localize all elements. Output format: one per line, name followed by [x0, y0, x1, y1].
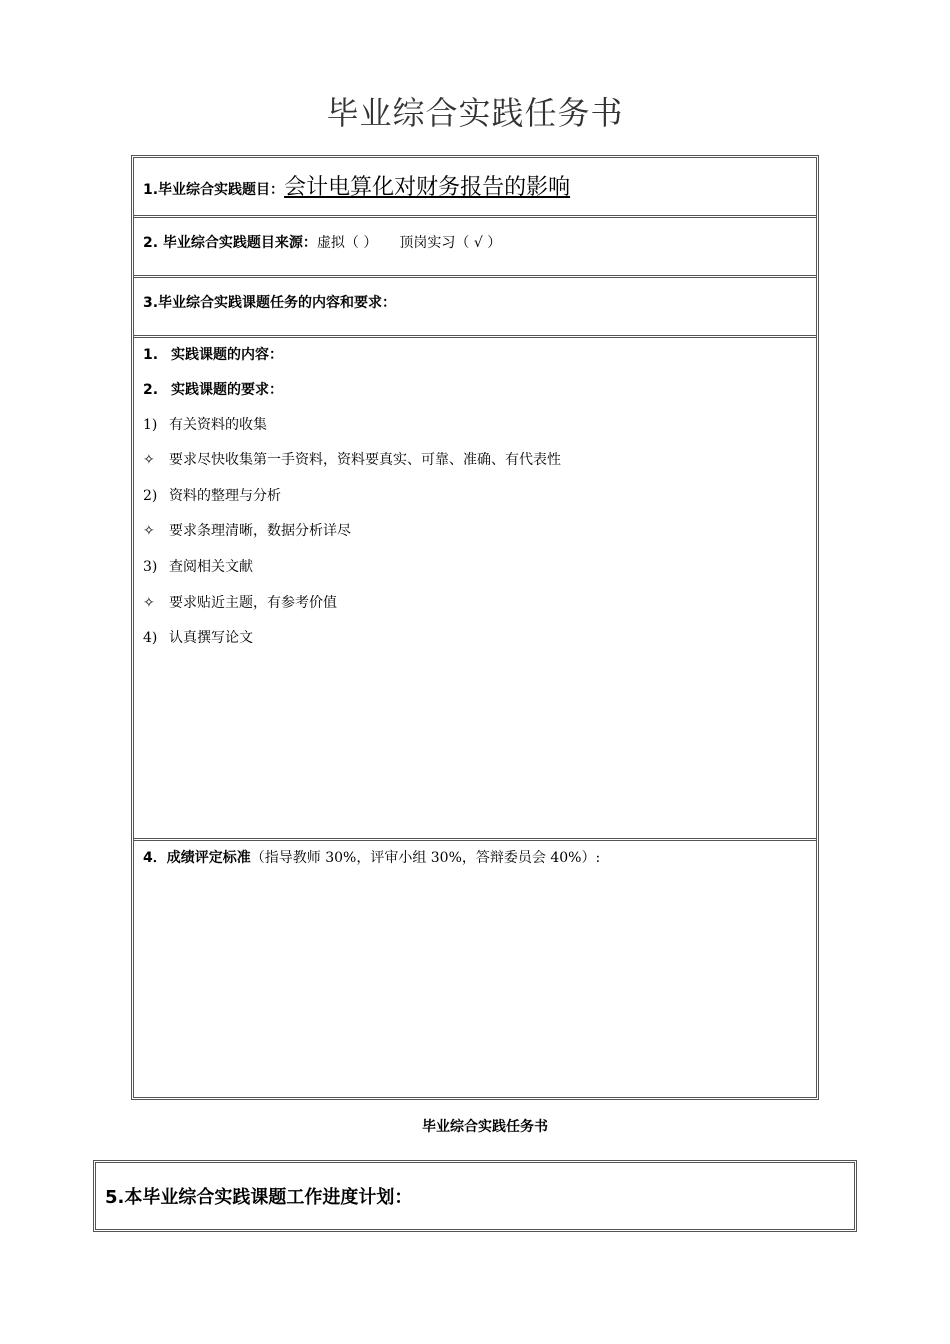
list-item: ✧ 要求条理清晰，数据分析详尽: [143, 523, 351, 539]
topic-row: [134, 158, 816, 218]
topic-label: 1.毕业综合实践题目：: [143, 182, 285, 198]
schedule-label: 5.本毕业综合实践课题工作进度计划：: [105, 1187, 413, 1208]
diamond-bullet-icon: ✧: [143, 595, 155, 611]
list-item: 2) 资料的整理与分析: [143, 488, 281, 504]
schedule-table: [93, 1160, 857, 1232]
list-item: 2. 实践课题的要求：: [143, 382, 283, 398]
page-title: 毕业综合实践任务书: [326, 94, 624, 132]
grading-label: 4．成绩评定标准: [143, 850, 251, 866]
topic-cell: [143, 170, 570, 201]
list-item: 3) 查阅相关文献: [143, 559, 253, 575]
task-table: [131, 155, 819, 1100]
grading-detail: （指导教师 30%，评审小组 30%，答辩委员会 40%）:: [250, 850, 601, 866]
grading-row: [134, 841, 816, 1097]
grading-cell: [143, 847, 600, 867]
source-row: [134, 218, 816, 278]
diamond-bullet-icon: ✧: [143, 452, 155, 468]
list-item: 1) 有关资料的收集: [143, 417, 267, 433]
source-cell: [143, 232, 501, 252]
source-label: 2. 毕业综合实践题目来源：: [143, 235, 317, 251]
content-list-row: [134, 338, 816, 841]
source-option-virtual: 虚拟（ ）: [316, 235, 378, 251]
diamond-bullet-icon: ✧: [143, 523, 155, 539]
list-item: 4) 认真撰写论文: [143, 630, 253, 646]
content-header-row: [134, 278, 816, 338]
topic-value: 会计电算化对财务报告的影响: [284, 175, 571, 200]
footer-title: 毕业综合实践任务书: [422, 1119, 548, 1135]
source-option-internship: 顶岗实习（ √ ）: [399, 235, 502, 251]
list-item: 1. 实践课题的内容：: [143, 347, 283, 363]
list-item: ✧ 要求贴近主题，有参考价值: [143, 595, 337, 611]
list-item: ✧ 要求尽快收集第一手资料，资料要真实、可靠、准确、有代表性: [143, 452, 561, 468]
content-header-label: 3.毕业综合实践课题任务的内容和要求：: [143, 295, 397, 311]
